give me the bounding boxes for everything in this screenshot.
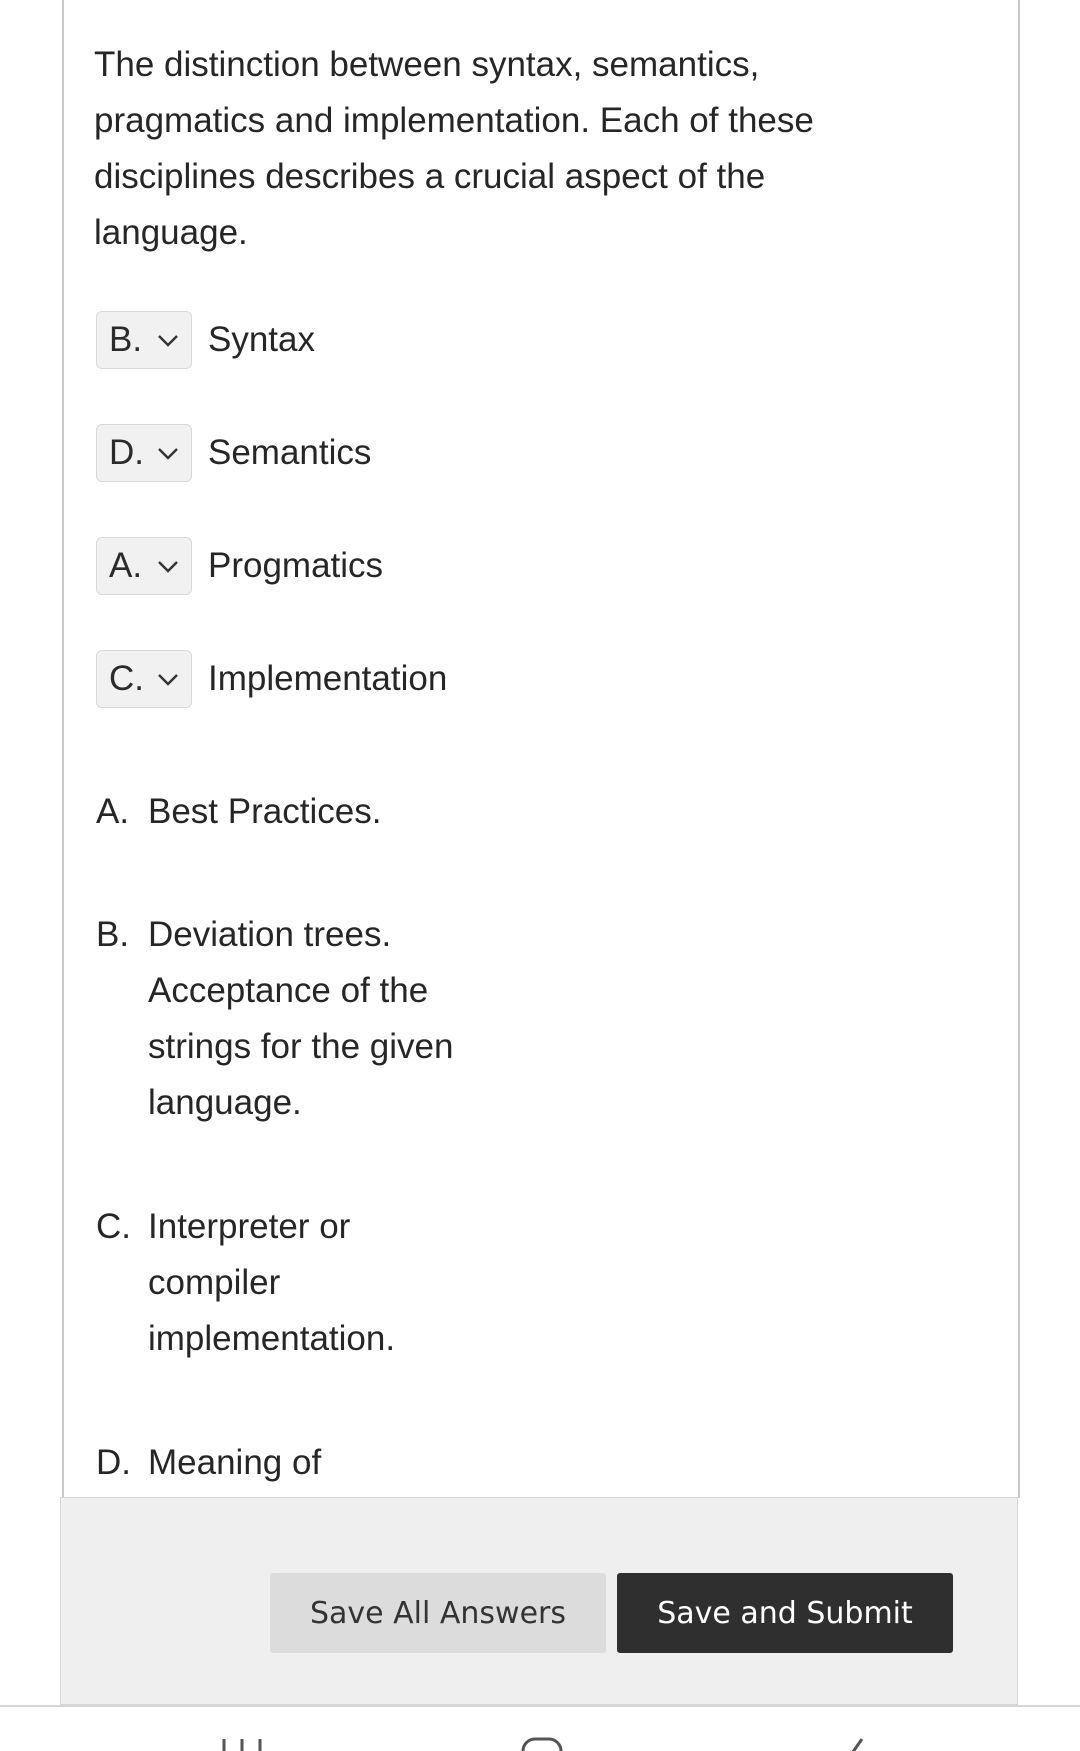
answer-letter: B. xyxy=(96,915,130,954)
answer-text: Meaning of xyxy=(148,1443,322,1482)
answer-select-progmatics[interactable] xyxy=(96,537,192,595)
question-card xyxy=(62,0,1020,1498)
select-value: D. xyxy=(109,433,144,472)
select-value: A. xyxy=(109,546,143,585)
chevron-down-icon xyxy=(155,553,181,579)
back-icon[interactable] xyxy=(838,1735,868,1751)
save-all-answers-button[interactable]: Save All Answers xyxy=(270,1573,606,1653)
answer-letter: A. xyxy=(96,792,130,831)
chevron-down-icon xyxy=(155,666,181,692)
answer-choice-c xyxy=(96,1199,438,1367)
match-term: Syntax xyxy=(208,320,315,359)
system-navigation-bar xyxy=(0,1707,1080,1751)
answer-select-semantics[interactable] xyxy=(96,424,192,482)
chevron-down-icon xyxy=(155,440,181,466)
answer-text: Deviation trees. Acceptance of the strings for the given language. xyxy=(148,915,454,1122)
answer-letter: C. xyxy=(96,1207,131,1246)
answer-choice-b xyxy=(96,907,478,1131)
chevron-down-icon xyxy=(155,327,181,353)
submit-action-bar xyxy=(60,1497,1018,1705)
answer-text: Best Practices. xyxy=(148,792,382,831)
select-value: B. xyxy=(109,320,143,359)
match-row-implementation xyxy=(96,649,447,709)
answer-select-syntax[interactable] xyxy=(96,311,192,369)
match-row-progmatics xyxy=(96,536,383,596)
answer-select-implementation[interactable] xyxy=(96,650,192,708)
match-term: Progmatics xyxy=(208,546,384,585)
match-row-syntax xyxy=(96,310,315,370)
save-and-submit-button[interactable]: Save and Submit xyxy=(617,1573,953,1653)
answer-choice-d xyxy=(96,1435,568,1491)
select-value: C. xyxy=(109,659,144,698)
recent-apps-icon[interactable] xyxy=(218,1735,266,1751)
home-icon[interactable] xyxy=(520,1735,564,1751)
question-prompt: The distinction between syntax, semantics, pragmatics and implementation. Each of these disciplines describes a crucial aspect of the language. xyxy=(94,45,814,252)
answer-letter: D. xyxy=(96,1443,131,1482)
answer-text: Interpreter or compiler implementation. xyxy=(148,1207,396,1358)
match-term: Semantics xyxy=(208,433,372,472)
answer-choice-a xyxy=(96,784,568,840)
match-row-semantics xyxy=(96,423,371,483)
match-term: Implementation xyxy=(208,659,448,698)
